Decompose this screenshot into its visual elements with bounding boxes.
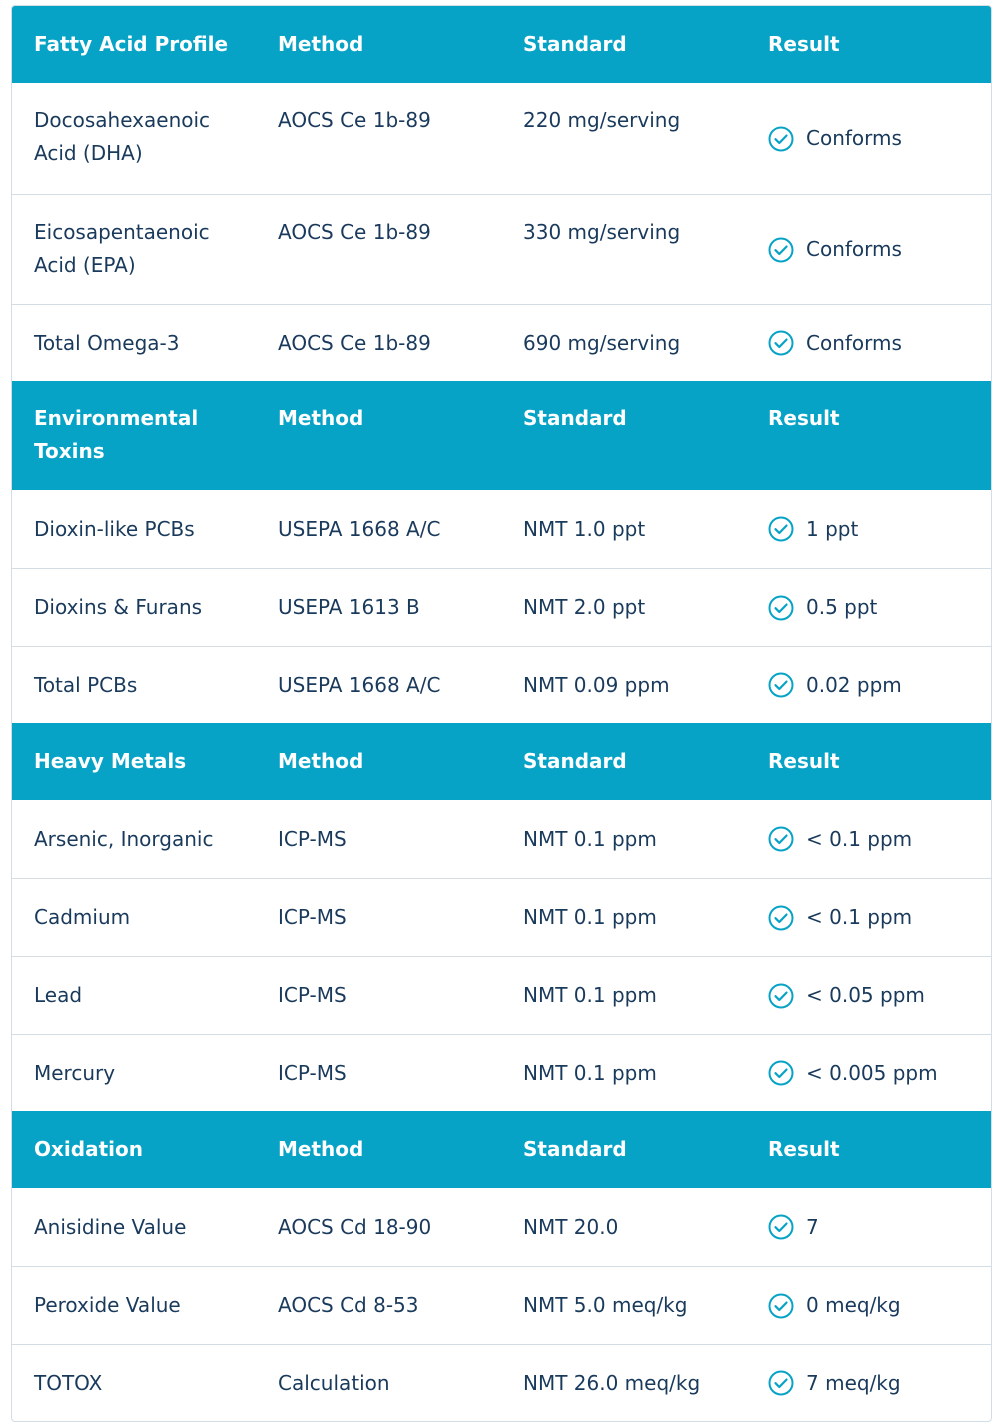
method-value: ICP-MS xyxy=(278,905,347,929)
standard-column-header: Standard xyxy=(523,1137,627,1161)
method-value: ICP-MS xyxy=(278,983,347,1007)
analyte-name: Total Omega-3 xyxy=(34,330,180,355)
analyte-name: Peroxide Value xyxy=(34,1293,181,1317)
standard-value: NMT 0.1 ppm xyxy=(523,826,657,851)
result-value: Conforms xyxy=(806,126,902,150)
method-value: Calculation xyxy=(278,1370,390,1395)
method-value: AOCS Ce 1b-89 xyxy=(278,220,431,244)
result-cell xyxy=(746,513,991,546)
result-value: Conforms xyxy=(806,330,902,355)
result-cell xyxy=(746,1289,991,1322)
table-row xyxy=(12,1188,991,1266)
standard-value: NMT 5.0 meq/kg xyxy=(523,1293,688,1317)
analyte-name: Eicosapentaenoic Acid (EPA) xyxy=(34,220,210,277)
table-row xyxy=(12,800,991,878)
section-header xyxy=(12,723,991,800)
table-row xyxy=(12,194,991,304)
result-value: 1 ppt xyxy=(806,516,859,541)
analyte-name: Arsenic, Inorganic xyxy=(34,826,214,851)
analyte-name: Dioxin-like PCBs xyxy=(34,516,195,541)
check-circle-icon xyxy=(768,126,794,152)
standard-column-header: Standard xyxy=(523,749,627,773)
method-column-header: Method xyxy=(278,32,364,56)
check-circle-icon xyxy=(768,983,794,1009)
result-value: 0.02 ppm xyxy=(806,672,902,697)
section-title: Environmental Toxins xyxy=(34,406,199,463)
check-circle-icon xyxy=(768,595,794,621)
check-circle-icon xyxy=(768,516,794,542)
result-cell xyxy=(746,823,991,856)
table-row xyxy=(12,83,991,194)
section-title: Heavy Metals xyxy=(34,749,187,773)
analyte-name: Dioxins & Furans xyxy=(34,595,203,619)
test-results-table xyxy=(11,5,992,1422)
standard-column-header: Standard xyxy=(523,32,627,56)
result-cell xyxy=(746,122,991,155)
result-cell xyxy=(746,327,991,360)
section-header xyxy=(12,6,991,83)
table-row xyxy=(12,878,991,956)
standard-value: NMT 26.0 meq/kg xyxy=(523,1370,701,1395)
result-value: 7 meq/kg xyxy=(806,1370,901,1395)
analyte-name: Total PCBs xyxy=(34,672,138,697)
check-circle-icon xyxy=(768,1060,794,1086)
method-value: AOCS Cd 8-53 xyxy=(278,1293,419,1317)
table-row xyxy=(12,568,991,646)
result-value: 7 xyxy=(806,1214,819,1239)
result-cell xyxy=(746,669,991,702)
method-column-header: Method xyxy=(278,406,364,430)
table-row xyxy=(12,490,991,568)
standard-value: NMT 0.09 ppm xyxy=(523,672,670,697)
table-row xyxy=(12,304,991,381)
standard-value: 220 mg/serving xyxy=(523,108,681,132)
section-title: Oxidation xyxy=(34,1137,143,1161)
analyte-name: TOTOX xyxy=(34,1370,103,1395)
result-value: < 0.005 ppm xyxy=(806,1060,938,1085)
analyte-name: Docosahexaenoic Acid (DHA) xyxy=(34,108,211,165)
standard-value: NMT 20.0 xyxy=(523,1214,619,1239)
standard-value: 690 mg/serving xyxy=(523,330,681,355)
method-value: AOCS Ce 1b-89 xyxy=(278,108,431,132)
check-circle-icon xyxy=(768,237,794,263)
result-column-header: Result xyxy=(768,32,840,56)
standard-value: 330 mg/serving xyxy=(523,220,681,244)
result-cell xyxy=(746,1057,991,1090)
standard-value: NMT 0.1 ppm xyxy=(523,1060,657,1085)
result-value: Conforms xyxy=(806,237,902,261)
method-value: USEPA 1668 A/C xyxy=(278,672,441,697)
table-row xyxy=(12,1034,991,1111)
section-header xyxy=(12,381,991,490)
analyte-name: Mercury xyxy=(34,1060,116,1085)
result-cell xyxy=(746,233,991,266)
check-circle-icon xyxy=(768,1293,794,1319)
standard-value: NMT 0.1 ppm xyxy=(523,905,657,929)
analyte-name: Cadmium xyxy=(34,905,131,929)
result-cell xyxy=(746,979,991,1012)
result-value: < 0.1 ppm xyxy=(806,905,913,929)
result-cell xyxy=(746,1211,991,1244)
check-circle-icon xyxy=(768,826,794,852)
method-value: ICP-MS xyxy=(278,1060,347,1085)
result-cell xyxy=(746,1367,991,1400)
table-row xyxy=(12,956,991,1034)
check-circle-icon xyxy=(768,330,794,356)
check-circle-icon xyxy=(768,1214,794,1240)
section-header xyxy=(12,1111,991,1188)
standard-value: NMT 2.0 ppt xyxy=(523,595,646,619)
result-value: 0.5 ppt xyxy=(806,595,878,619)
method-column-header: Method xyxy=(278,1137,364,1161)
standard-value: NMT 1.0 ppt xyxy=(523,516,646,541)
table-row xyxy=(12,646,991,723)
standard-value: NMT 0.1 ppm xyxy=(523,983,657,1007)
analyte-name: Lead xyxy=(34,983,83,1007)
check-circle-icon xyxy=(768,672,794,698)
check-circle-icon xyxy=(768,1370,794,1396)
method-value: USEPA 1668 A/C xyxy=(278,516,441,541)
method-column-header: Method xyxy=(278,749,364,773)
result-cell xyxy=(746,901,991,934)
result-column-header: Result xyxy=(768,749,840,773)
table-row xyxy=(12,1266,991,1344)
check-circle-icon xyxy=(768,905,794,931)
method-value: ICP-MS xyxy=(278,826,347,851)
table-row xyxy=(12,1344,991,1421)
method-value: AOCS Ce 1b-89 xyxy=(278,330,431,355)
result-value: < 0.1 ppm xyxy=(806,826,913,851)
section-title: Fatty Acid Profile xyxy=(34,32,229,56)
result-value: 0 meq/kg xyxy=(806,1293,901,1317)
method-value: USEPA 1613 B xyxy=(278,595,420,619)
result-column-header: Result xyxy=(768,1137,840,1161)
standard-column-header: Standard xyxy=(523,406,627,430)
analyte-name: Anisidine Value xyxy=(34,1214,187,1239)
method-value: AOCS Cd 18-90 xyxy=(278,1214,432,1239)
result-column-header: Result xyxy=(768,406,840,430)
result-cell xyxy=(746,591,991,624)
result-value: < 0.05 ppm xyxy=(806,983,925,1007)
